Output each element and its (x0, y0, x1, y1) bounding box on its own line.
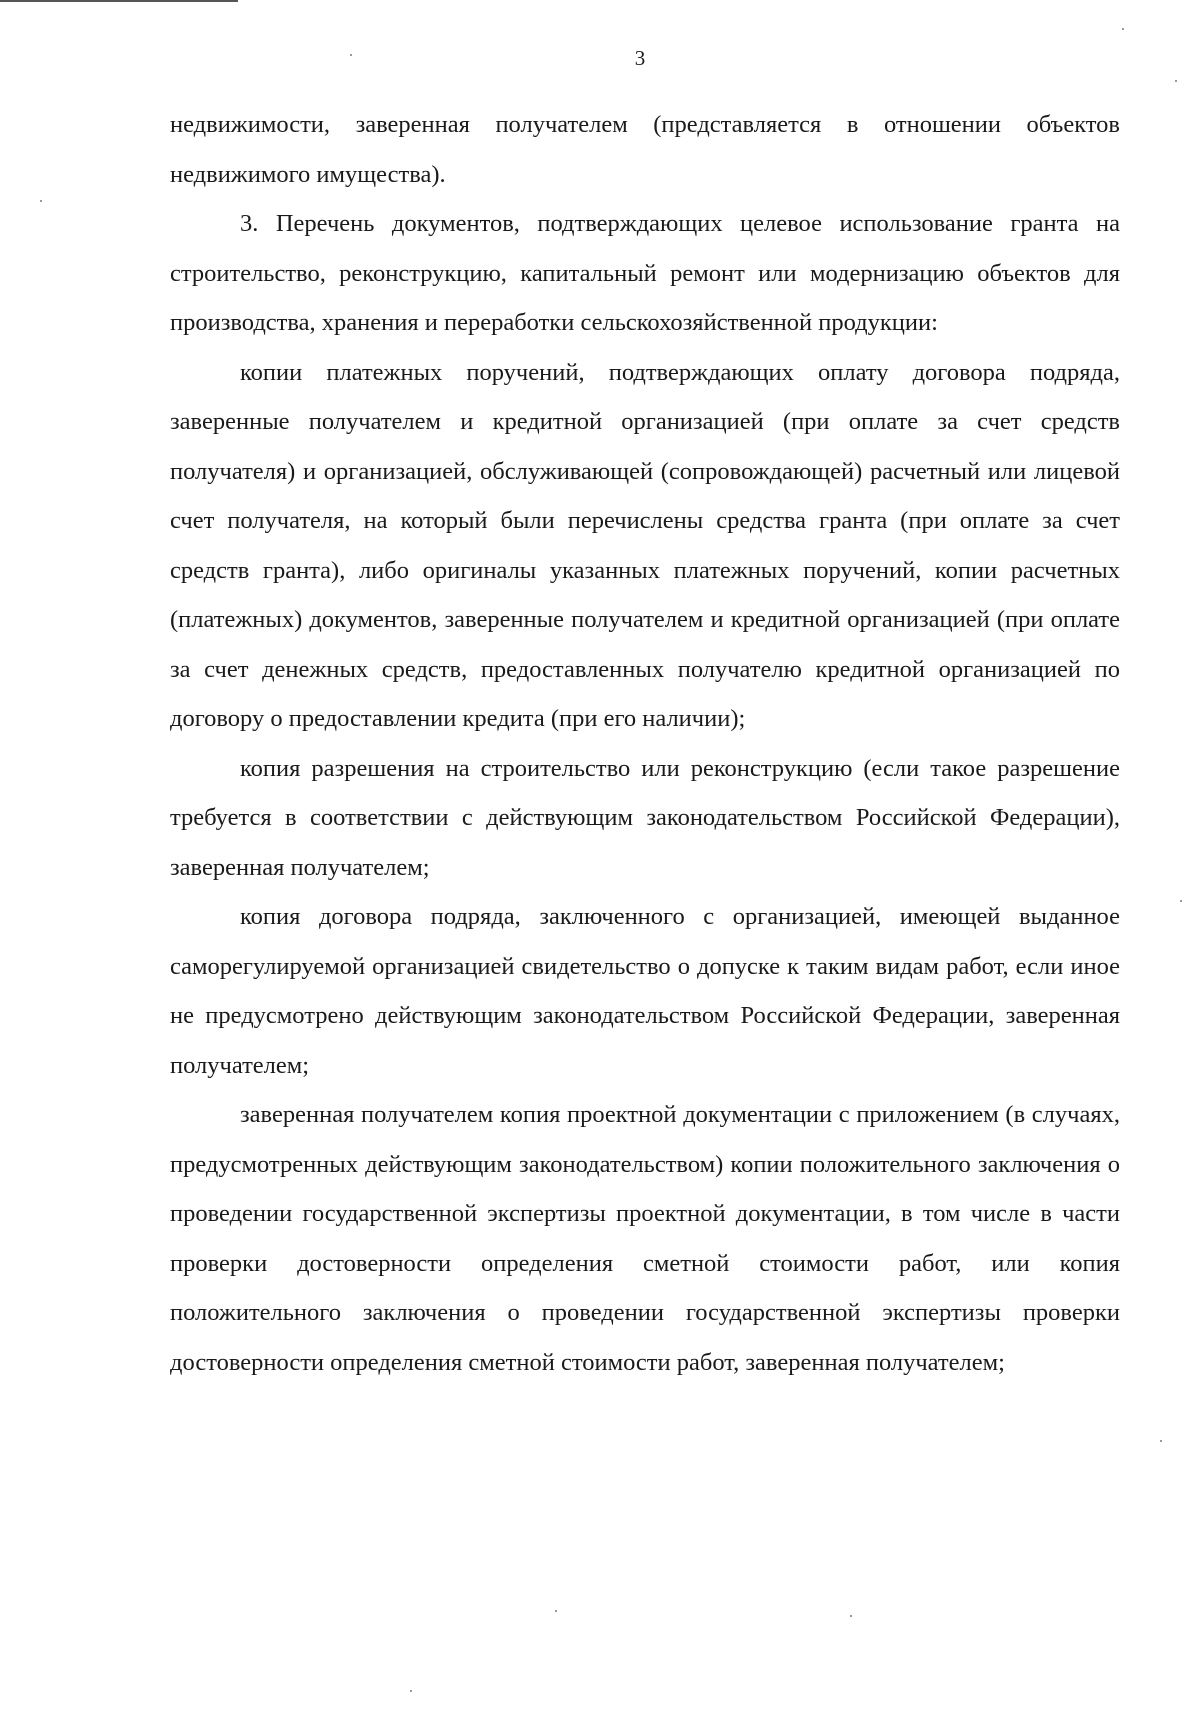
scan-speck (350, 54, 352, 56)
scan-speck (555, 1610, 557, 1612)
top-rule (0, 0, 238, 2)
scan-speck (410, 1690, 412, 1692)
paragraph-continuation: недвижимости, заверенная получателем (представляется в отношении объектов недвижимого имущества). (170, 111, 1120, 188)
scan-speck (1175, 80, 1177, 82)
paragraph-construction-permit: копия разрешения на строительство или реконструкцию (если такое разрешение требуется в соответствии с действующим законодательством Российской Федерации), заверенная получателем; (170, 754, 1120, 881)
paragraph-contract-copy: копия договора подряда, заключенного с организацией, имеющей выданное саморегулируемой организацией свидетельство о допуске к таким видам работ, если иное не предусмотрено действующим законодательством Российской Федерации, заверенная получателем; (170, 903, 1120, 1079)
document-body (170, 100, 1120, 1387)
scan-speck (40, 200, 42, 202)
scan-speck (1160, 1440, 1162, 1442)
scan-speck (850, 1615, 852, 1617)
paragraph-section-3-heading: 3. Перечень документов, подтверждающих целевое использование гранта на строительство, реконструкцию, капитальный ремонт или модернизацию объектов для производства, хранения и переработки сельскохозяйственной продукции: (170, 210, 1120, 336)
scan-speck (1180, 900, 1182, 902)
paragraph-project-documentation: заверенная получателем копия проектной документации с приложением (в случаях, предусмотренных действующим законодательством) копии положительного заключения о проведении государственной экспертизы проектной документации, в том числе в части проверки достоверности определения сметной стоимости работ, или копия положительного заключения о проведении государственной экспертизы проверки достоверности определения сметной стоимости работ, заверенная получателем; (170, 1101, 1120, 1376)
scan-speck (1122, 28, 1124, 30)
page-number: 3 (634, 46, 646, 70)
paragraph-payment-orders: копии платежных поручений, подтверждающих оплату договора подряда, заверенные получателем и кредитной организацией (при оплате за счет средств получателя) и организацией, обслуживающей (сопровождающей) расчетный или лицевой счет получателя, на который были перечислены средства гранта (при оплате за счет средств гранта), либо оригиналы указанных платежных поручений, копии расчетных (платежных) документов, заверенные получателем и кредитной организацией (при оплате за счет денежных средств, предоставленных получателю кредитной организацией по договору о предоставлении кредита (при его наличии); (170, 358, 1120, 732)
